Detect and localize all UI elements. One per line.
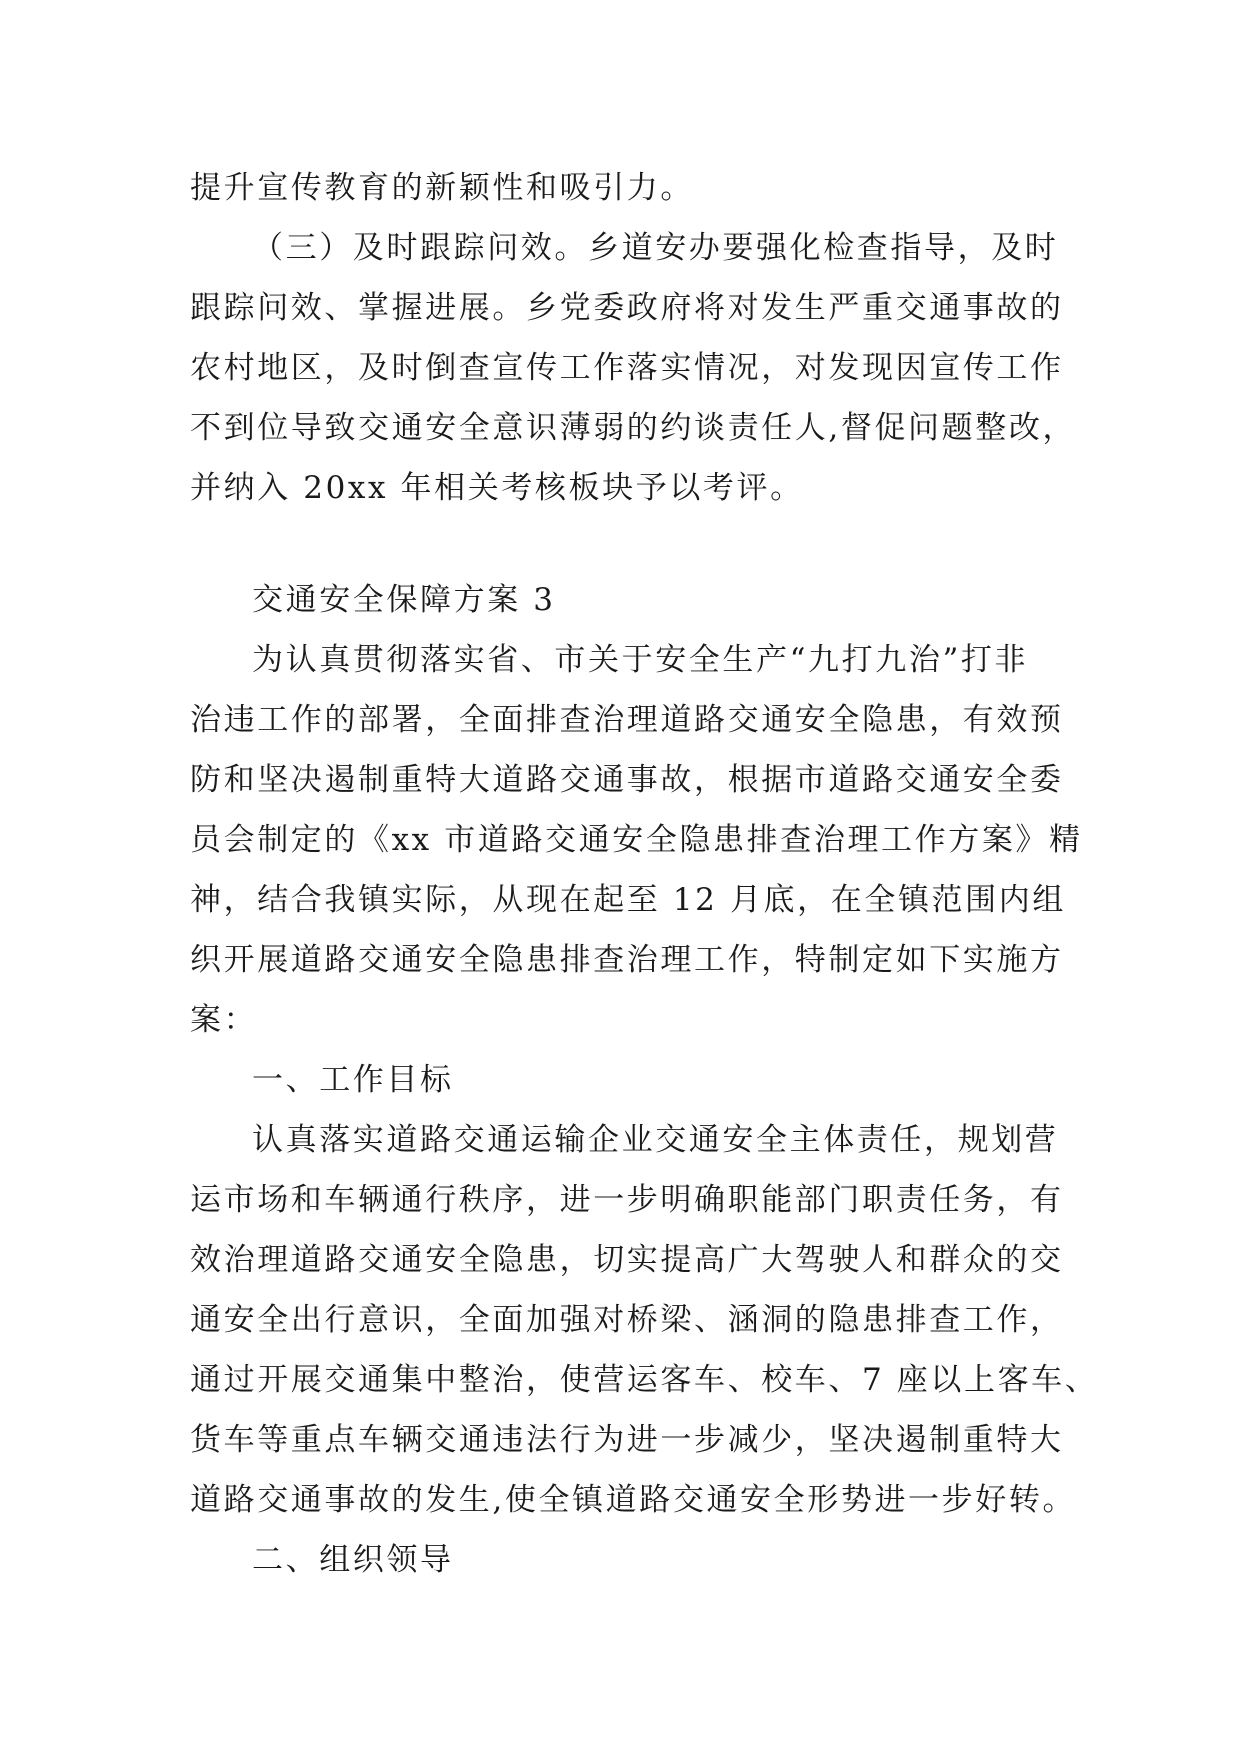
text-line: 效治理道路交通安全隐患，切实提高广大驾驶人和群众的交 bbox=[190, 1242, 1064, 1278]
text-line: 道路交通事故的发生,使全镇道路交通安全形势进一步好转。 bbox=[190, 1482, 1077, 1518]
text-line: 不到位导致交通安全意识薄弱的约谈责任人,督促问题整改， bbox=[190, 410, 1077, 446]
section-title: 交通安全保障方案 3 bbox=[252, 582, 556, 618]
paragraph-work-goals bbox=[190, 1110, 1099, 1530]
paragraph-tracking-accountability bbox=[190, 218, 1077, 518]
document-body bbox=[190, 158, 1099, 1590]
text-line: 治违工作的部署，全面排查治理道路交通安全隐患，有效预 bbox=[190, 702, 1064, 738]
text-line: 跟踪问效、掌握进展。乡党委政府将对发生严重交通事故的 bbox=[190, 290, 1064, 326]
text-line: 员会制定的《xx 市道路交通安全隐患排查治理工作方案》精 bbox=[190, 822, 1083, 858]
heading-organization-leadership: 二、组织领导 bbox=[252, 1542, 454, 1578]
text-line: 认真落实道路交通运输企业交通安全主体责任，规划营 bbox=[252, 1122, 1059, 1158]
paragraph-continuation bbox=[190, 158, 1060, 218]
paragraph-introduction bbox=[190, 630, 1083, 1050]
text-line: 为认真贯彻落实省、市关于安全生产“九打九治”打非 bbox=[252, 642, 1029, 678]
text-line: 货车等重点车辆交通违法行为进一步减少，坚决遏制重特大 bbox=[190, 1422, 1064, 1458]
text-line: 神，结合我镇实际，从现在起至 12 月底，在全镇范围内组 bbox=[190, 882, 1066, 918]
text-line: 织开展道路交通安全隐患排查治理工作，特制定如下实施方 bbox=[190, 942, 1064, 978]
text-line: 并纳入 20xx 年相关考核板块予以考评。 bbox=[190, 470, 804, 506]
text-line: 农村地区，及时倒查宣传工作落实情况，对发现因宣传工作 bbox=[190, 350, 1064, 386]
text-line: 提升宣传教育的新颖性和吸引力。 bbox=[190, 170, 694, 206]
text-line: 案： bbox=[190, 1002, 258, 1038]
text-line: 通安全出行意识，全面加强对桥梁、涵洞的隐患排查工作， bbox=[190, 1302, 1064, 1338]
text-line: 防和坚决遏制重特大道路交通事故，根据市道路交通安全委 bbox=[190, 762, 1064, 798]
text-line: （三）及时跟踪问效。乡道安办要强化检查指导，及时 bbox=[252, 230, 1059, 266]
text-line: 运市场和车辆通行秩序，进一步明确职能部门职责任务，有 bbox=[190, 1182, 1064, 1218]
heading-work-goals: 一、工作目标 bbox=[252, 1062, 454, 1098]
text-line: 通过开展交通集中整治，使营运客车、校车、7 座以上客车、 bbox=[190, 1362, 1099, 1398]
section-gap bbox=[190, 518, 1060, 570]
